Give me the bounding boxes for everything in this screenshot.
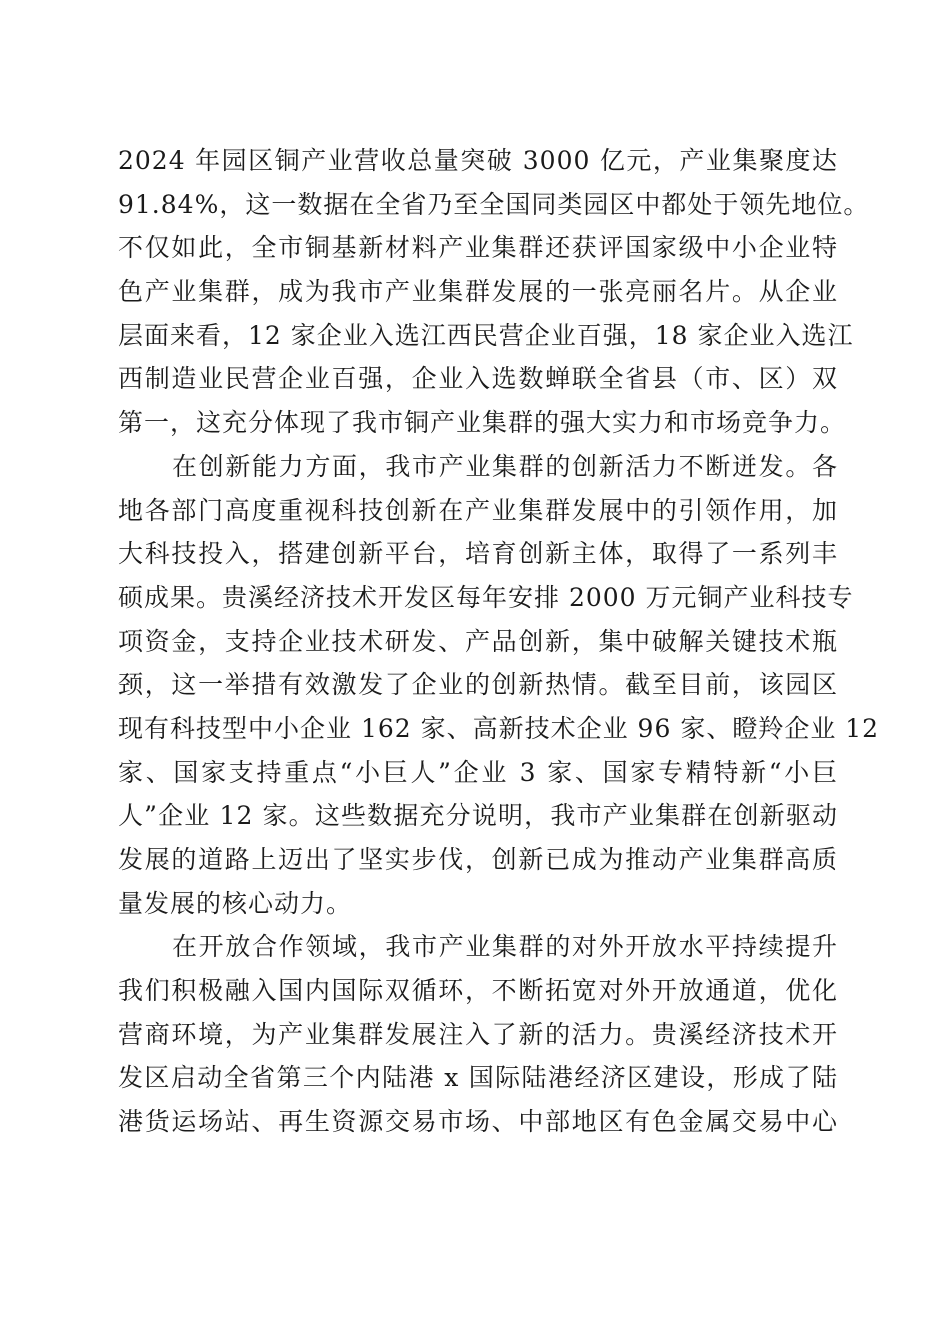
text-line: 地各部门高度重视科技创新在产业集群发展中的引领作用，加	[118, 495, 838, 525]
text-line: 项资金，支持企业技术研发、产品创新，集中破解关键技术瓶	[118, 626, 838, 656]
text-line: 硕成果。贵溪经济技术开发区每年安排 2000 万元铜产业科技专	[118, 582, 854, 612]
text-line: 色产业集群，成为我市产业集群发展的一张亮丽名片。从企业	[118, 277, 838, 307]
paragraph-first-line: 在创新能力方面，我市产业集群的创新活力不断迸发。各	[172, 451, 838, 481]
text-line: 人”企业 12 家。这些数据充分说明，我市产业集群在创新驱动	[118, 801, 838, 831]
text-line: 不仅如此，全市铜基新材料产业集群还获评国家级中小企业特	[118, 233, 838, 263]
text-line: 港货运场站、再生资源交易市场、中部地区有色金属交易中心	[118, 1107, 838, 1137]
document-body	[118, 139, 880, 1144]
text-line: 营商环境，为产业集群发展注入了新的活力。贵溪经济技术开	[118, 1019, 838, 1049]
text-line: 第一，这充分体现了我市铜产业集群的强大实力和市场竞争力。	[118, 408, 847, 438]
text-line: 发展的道路上迈出了坚实步伐，创新已成为推动产业集群高质	[118, 845, 838, 874]
text-line: 我们积极融入国内国际双循环，不断拓宽对外开放通道，优化	[118, 976, 838, 1006]
text-line: 颈，这一举措有效激发了企业的创新热情。截至目前，该园区	[118, 670, 838, 700]
text-line: 大科技投入，搭建创新平台，培育创新主体，取得了一系列丰	[118, 539, 838, 569]
text-line: 现有科技型中小企业 162 家、高新技术企业 96 家、瞪羚企业 12	[118, 713, 880, 743]
text-line: 层面来看，12 家企业入选江西民营企业百强，18 家企业入选江	[118, 320, 854, 350]
paragraph-first-line: 在开放合作领域，我市产业集群的对外开放水平持续提升	[172, 932, 838, 962]
text-line: 西制造业民营企业百强，企业入选数蝉联全省县（市、区）双	[118, 364, 838, 394]
text-line: 家、国家支持重点“小巨人”企业 3 家、国家专精特新“小巨	[118, 757, 838, 787]
text-line: 91.84%，这一数据在全省乃至全国同类园区中都处于领先地位。	[118, 189, 870, 219]
text-line: 2024 年园区铜产业营收总量突破 3000 亿元，产业集聚度达	[118, 146, 838, 175]
paragraph-last-line: 量发展的核心动力。	[118, 888, 353, 918]
text-line: 发区启动全省第三个内陆港 x 国际陆港经济区建设，形成了陆	[118, 1063, 838, 1093]
